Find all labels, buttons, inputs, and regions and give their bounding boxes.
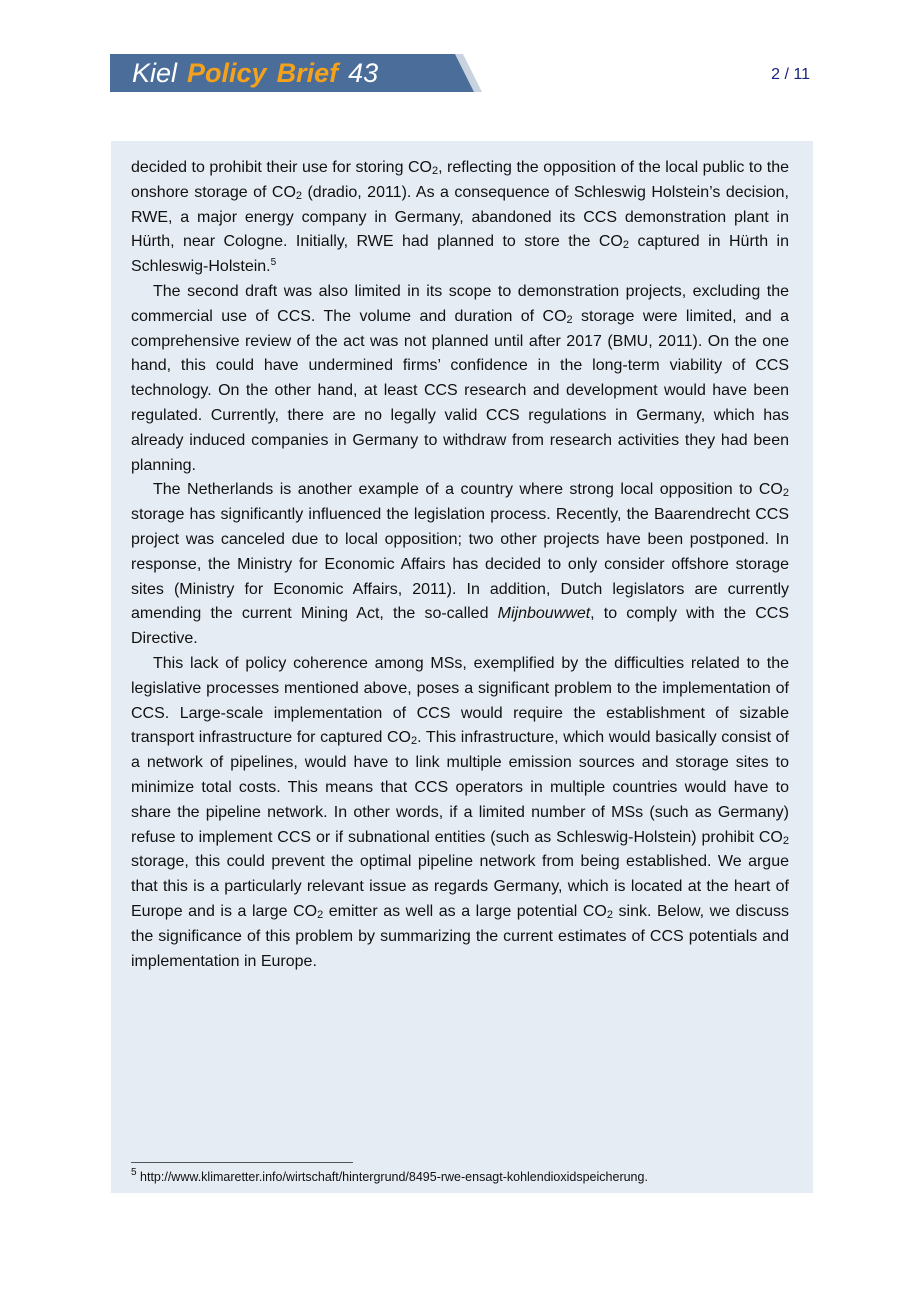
paragraph-2: The second draft was also limited in its scope to demonstration projects, excluding the commercial use of CCS. The volume and duration of $CO_2$ storage were limited, and a comprehensive review of the act was not planned until after 2017 (BMU, 2011). On the one hand, this could have undermined firms’ confidence in the long-term viability of CCS technology. On the other hand, at least CCS research and development would have been regulated. Currently, there are no legally valid CCS regulations in Germany, which has already induced companies in Germany to withdraw from research activities they had been planning.	[131, 282, 790, 474]
footnote-divider	[131, 1162, 353, 1163]
footnote-reference[interactable]: 5	[270, 257, 277, 269]
footnote	[131, 1168, 791, 1186]
page-number: 2 / 11	[771, 66, 810, 83]
footnote-url[interactable]: http://www.klimaretter.info/wirtschaft/hintergrund/8495-rwe-ensagt-kohlendioxidspeicherung.	[136, 1170, 648, 1184]
brand-word-policy: Policy	[187, 58, 267, 88]
brand-title	[132, 56, 388, 90]
paragraph-3: The Netherlands is another example of a country where strong local opposition to $CO_2$ storage has significantly influenced the legislation process. Recently, the Baarendrecht CCS project was canceled due to local opposition; two other projects have been postponed. In response, the Ministry for Economic Affairs has decided to only consider offshore storage sites (Ministry for Economic Affairs, 2011). In addition, Dutch legislators are currently amending the current Mining Act, the so-called Mijnbouwwet, to comply with the CCS Directive.	[131, 481, 790, 648]
paragraph-1: decided to prohibit their use for storing $CO_2$, reflecting the opposition of the local public to the onshore storage of $CO_2$ (dradio, 2011). As a consequence of Schleswig Holstein’s decision, RWE, a major energy company in Germany, abandoned its CCS demonstration plant in Hürth, near Cologne. Initially, RWE had planned to store the $CO_2$ captured in Hürth in Schleswig-Holstein.$^5$	[131, 159, 790, 276]
paragraph-4: This lack of policy coherence among MSs, exemplified by the difficulties related to the legislative processes mentioned above, poses a significant problem to the implementation of CCS. Large-scale implementation of CCS would require the establishment of sizable transport infrastructure for captured $CO_2$. This infrastructure, which would basically consist of a network of pipelines, would have to link multiple emission sources and storage sites to minimize total costs. This means that CCS operators in multiple countries would have to share the pipeline network. In other words, if a limited number of MSs (such as Germany) refuse to implement CCS or if subnational entities (such as Schleswig-Holstein) prohibit $CO_2$ storage, this could prevent the optimal pipeline network from being established. We argue that this is a particularly relevant issue as regards Germany, which is located at the heart of Europe and is a large $CO_2$ emitter as well as a large potential $CO_2$ sink. Below, we discuss the significance of this problem by summarizing the current estimates of CCS potentials and implementation in Europe.	[131, 654, 790, 970]
brand-word-brief: Brief	[276, 58, 339, 88]
brand-word-kiel: Kiel	[132, 58, 178, 88]
body-text	[131, 156, 789, 974]
footnote-number: 5	[131, 1167, 137, 1178]
brand-number: 43	[348, 58, 379, 88]
